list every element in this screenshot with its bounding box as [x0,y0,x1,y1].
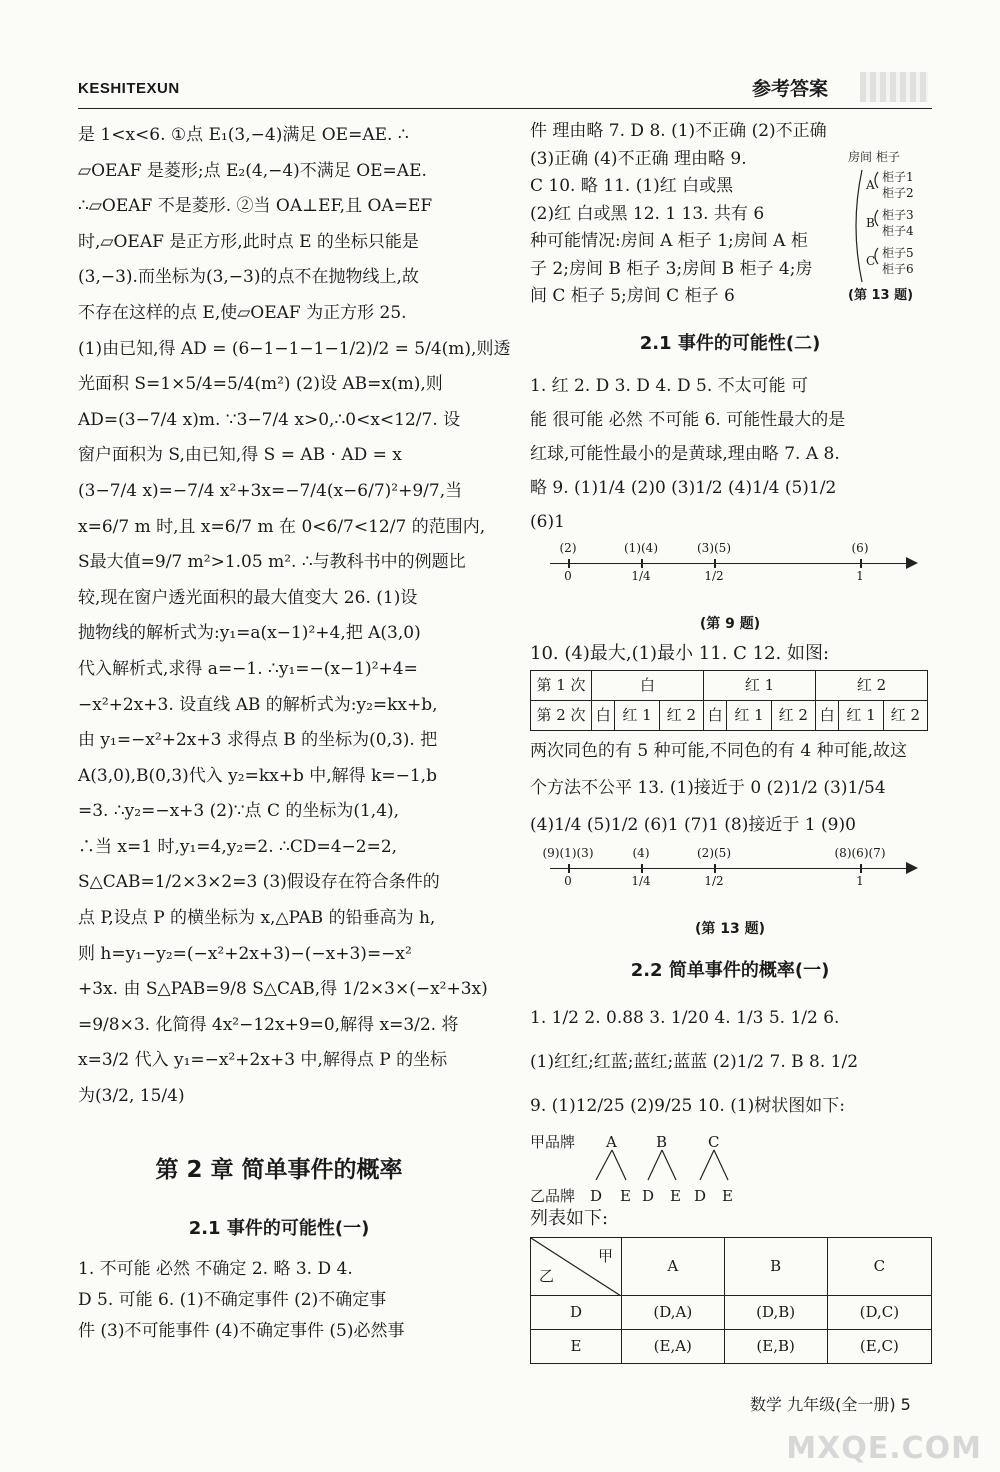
tree-row2-label: 乙品牌 [530,1186,576,1205]
table10-cell: (E,B) [724,1329,827,1363]
table10-row-head: E [531,1329,622,1363]
left-column [78,118,511,1347]
fig13-cabinet: 柜子5 [882,246,914,260]
corner-bottom: 乙 [539,1266,555,1285]
section3-lines [530,996,930,1128]
fig13-cabinet: 柜子1 [882,170,914,184]
answers-10-12: 10. (4)最大,(1)最小 11. C 12. 如图: [530,642,830,664]
text-line: (2)红 白或黑 12. 1 13. 共有 6 [530,203,765,224]
tree-leaf: D [590,1186,603,1205]
number-line-label: (6) [851,540,869,555]
table12-r2-cell: 红 2 [771,700,815,730]
tree-top-c: C [708,1132,720,1151]
text-line: 则 h=y₁−y₂=(−x²+2x+3)−(−x+3)=−x² [78,943,412,964]
number-line-label: (9)(1)(3) [542,845,594,860]
text-line: 两次同色的有 5 种可能,不同色的有 4 种可能,故这 [530,740,908,761]
section-title-2-1-b: 2.1 事件的可能性(二) [639,332,821,354]
table10-cell: (E,A) [622,1329,725,1363]
text-line: AD=(3−7/4 x)m. ∵3−7/4 x>0,∴0<x<12/7. 设 [78,409,461,430]
table10-row-head: D [531,1295,622,1329]
number-line-value: 1/2 [704,873,724,888]
text-line: x=6/7 m 时,且 x=6/7 m 在 0<6/7<12/7 的范围内, [78,516,486,537]
text-line: 时,▱OEAF 是正方形,此时点 E 的坐标只能是 [78,231,419,252]
fig13-room: A [866,178,875,192]
tree-leaf: D [642,1186,655,1205]
text-line: 略 9. (1)1/4 (2)0 (3)1/2 (4)1/4 (5)1/2 [530,477,837,498]
number-line-tick [860,864,862,873]
table12-r1c3: 红 2 [815,670,927,700]
text-line: (3)正确 (4)不正确 理由略 9. [530,148,747,169]
table10-cell: (D,C) [827,1295,931,1329]
text-line: =3. ∴y₂=−x+3 (2)∵点 C 的坐标为(1,4), [78,801,400,822]
number-line-axis [550,868,912,869]
table12-r1c2: 红 1 [703,670,815,700]
tree-leaf: E [620,1186,631,1205]
text-line: 点 P,设点 P 的横坐标为 x,△PAB 的铅垂高为 h, [78,908,436,929]
text-line: 件 (3)不可能事件 (4)不确定事件 (5)必然事 [78,1320,405,1341]
text-line: S最大值=9/7 m²>1.05 m². ∴与教科书中的例题比 [78,552,466,573]
table10-col: A [622,1237,725,1295]
text-line: 代入解析式,求得 a=−1. ∴y₁=−(x−1)²+4= [78,658,418,679]
number-line-tick [714,559,716,568]
number-line-value: 1/4 [631,568,651,583]
number-line-value: 0 [564,873,572,888]
text-line: ▱OEAF 是菱形;点 E₂(4,−4)不满足 OE=AE. [78,160,427,181]
tree-diagram [530,1128,930,1218]
text-line: ∴▱OEAF 不是菱形. ②当 OA⊥EF,且 OA=EF [78,196,433,217]
watermark-logo: MXQE.COM [786,1431,982,1466]
table10-cell: (D,A) [622,1295,725,1329]
table10-col: B [724,1237,827,1295]
fig13-room: B [866,216,875,230]
number-line-label: (2)(5) [697,845,731,860]
number-line-value: 1 [856,873,864,888]
fig13-cabinet: 柜子3 [882,208,914,222]
figure-13 [848,150,938,303]
after-12-lines [530,733,930,844]
table12-r2-cell: 红 2 [883,700,927,730]
number-line-9 [530,541,930,609]
table10-cell: (D,B) [724,1295,827,1329]
section2-lines [530,369,930,539]
tree-top-b: B [656,1132,668,1151]
text-line: (3,−3).而坐标为(3,−3)的点不在抛物线上,故 [78,267,419,288]
table12-r2-cell: 白 [815,700,838,730]
text-line: A(3,0),B(0,3)代入 y₂=kx+b 中,解得 k=−1,b [78,765,437,786]
number-line-label: (2) [559,540,577,555]
tree-leaf: D [694,1186,707,1205]
text-line: 件 理由略 7. D 8. (1)不正确 (2)不正确 [530,121,827,141]
footer-page: 数学 九年级(全一册) 5 [750,1395,911,1414]
text-line: 不存在这样的点 E,使▱OEAF 为正方形 25. [78,302,407,323]
number-line-tick [641,559,643,568]
fig13-room: C [866,254,876,268]
text-line: 种可能情况:房间 A 柜子 1;房间 A 柜 [530,231,808,251]
text-line: (6)1 [530,511,565,532]
table10-cell: (E,C) [827,1329,931,1363]
number-line-value: 0 [564,568,572,583]
text-line: 光面积 S=1×5/4=5/4(m²) (2)设 AB=x(m),则 [78,374,443,395]
text-line: 1. 不可能 必然 不确定 2. 略 3. D 4. [78,1258,353,1279]
number-line-value: 1/4 [631,873,651,888]
text-line: (1)红红;红蓝;蓝红;蓝蓝 (2)1/2 7. B 8. 1/2 [530,1051,859,1072]
number-line-label: (8)(6)(7) [834,845,886,860]
tree-leaf: E [670,1186,681,1205]
table12-r2-cell: 红 1 [839,700,883,730]
table-12 [530,670,928,731]
table12-r1c1: 白 [592,670,704,700]
table12-r2-cell: 红 1 [727,700,771,730]
text-line: 1. 红 2. D 3. D 4. D 5. 不太可能 可 [530,375,809,396]
text-line: S△CAB=1/2×3×2=3 (3)假设存在符合条件的 [78,872,440,893]
section-title-2-2: 2.2 简单事件的概率(一) [630,959,830,981]
number-line-label: (4) [632,845,650,860]
text-line: 为(3/2, 15/4) [78,1086,185,1107]
text-line: C 10. 略 11. (1)红 白或黑 [530,176,734,196]
text-line: 抛物线的解析式为:y₁=a(x−1)²+4,把 A(3,0) [78,623,421,644]
text-line: 能 很可能 必然 不可能 6. 可能性最大的是 [530,409,846,430]
table-10 [530,1237,932,1364]
text-line: 窗户面积为 S,由已知,得 S = AB · AD = x [78,445,402,466]
number-line-13 [530,846,930,914]
table10-col: C [827,1237,931,1295]
header-rule [78,108,932,109]
list-label: 列表如下: [530,1207,609,1229]
number-line-value: 1/2 [704,568,724,583]
text-line: 个方法不公平 13. (1)接近于 0 (2)1/2 (3)1/54 [530,777,886,798]
fig13-cabinet: 柜子6 [882,262,914,276]
caption-13: (第 13 题) [694,920,766,937]
text-line: 红球,可能性最小的是黄球,理由略 7. A 8. [530,443,840,464]
text-line: (1)由已知,得 AD = (6−1−1−1−1/2)/2 = 5/4(m),则透 [78,338,511,359]
table12-row1-head: 第 1 次 [531,670,592,700]
text-line: 9. (1)12/25 (2)9/25 10. (1)树状图如下: [530,1095,846,1116]
tree-leaf: E [722,1186,733,1205]
text-line: 1. 1/2 2. 0.88 3. 1/20 4. 1/3 5. 1/2 6. [530,1007,840,1028]
text-line: (3−7/4 x)=−7/4 x²+3x=−7/4(x−6/7)²+9/7,当 [78,480,463,501]
header-series: KESHITEXUN [78,80,180,97]
table12-r2-cell: 白 [592,700,615,730]
number-line-tick [714,864,716,873]
text-line: (4)1/4 (5)1/2 (6)1 (7)1 (8)接近于 1 (9)0 [530,814,856,835]
tree-top-a: A [606,1132,617,1151]
chapter-title: 第 2 章 简单事件的概率 [155,1156,403,1183]
table12-r2-cell: 白 [703,700,726,730]
fig13-caption: (第 13 题) [848,288,914,303]
text-line: 较,现在窗户透光面积的最大值变大 26. (1)设 [78,587,418,608]
right-column [530,118,930,1364]
number-line-label: (1)(4) [624,540,658,555]
number-line-value: 1 [856,568,864,583]
number-line-tick [641,864,643,873]
section-title-2-1-a: 2.1 事件的可能性(一) [188,1217,370,1239]
corner-top: 甲 [597,1246,613,1265]
number-line-tick [568,864,570,873]
text-line: 间 C 柜子 5;房间 C 柜子 6 [530,286,735,306]
table10-corner [531,1237,622,1295]
table12-r2-cell: 红 2 [659,700,703,730]
header-title: 参考答案 [752,78,829,100]
number-line-tick [568,559,570,568]
table12-r2-cell: 红 1 [615,700,659,730]
arrow-icon [906,557,918,569]
caption-9: (第 9 题) [699,615,761,632]
text-line: −x²+2x+3. 设直线 AB 的解析式为:y₂=kx+b, [78,694,438,715]
text-line: =9/8×3. 化简得 4x²−12x+9=0,解得 x=3/2. 将 [78,1014,459,1035]
tree-row1-label: 甲品牌 [530,1132,576,1151]
text-line: 是 1<x<6. ①点 E₁(3,−4)满足 OE=AE. ∴ [78,125,409,145]
text-line: 由 y₁=−x²+2x+3 求得点 B 的坐标为(0,3). 把 [78,730,438,751]
arrow-icon [906,862,918,874]
text-line: +3x. 由 S△PAB=9/8 S△CAB,得 1/2×3×(−x²+3x) [78,979,488,1000]
fig13-cabinet: 柜子2 [882,186,914,200]
section-answer-lines [78,1254,480,1347]
left-answer-lines [78,118,511,1115]
number-line-label: (3)(5) [697,540,731,555]
text-line: 子 2;房间 B 柜子 3;房间 B 柜子 4;房 [530,258,813,279]
text-line: ∴当 x=1 时,y₁=4,y₂=2. ∴CD=4−2=2, [78,836,398,857]
right-top-lines [530,118,850,311]
text-line: x=3/2 代入 y₁=−x²+2x+3 中,解得点 P 的坐标 [78,1050,448,1071]
fig13-header: 房间 柜子 [848,150,900,164]
number-line-axis [550,563,912,564]
text-line: D 5. 可能 6. (1)不确定事件 (2)不确定事 [78,1289,387,1310]
header-decoration [860,72,928,102]
fig13-cabinet: 柜子4 [882,224,914,238]
table12-row2-head: 第 2 次 [531,700,592,730]
number-line-tick [860,559,862,568]
